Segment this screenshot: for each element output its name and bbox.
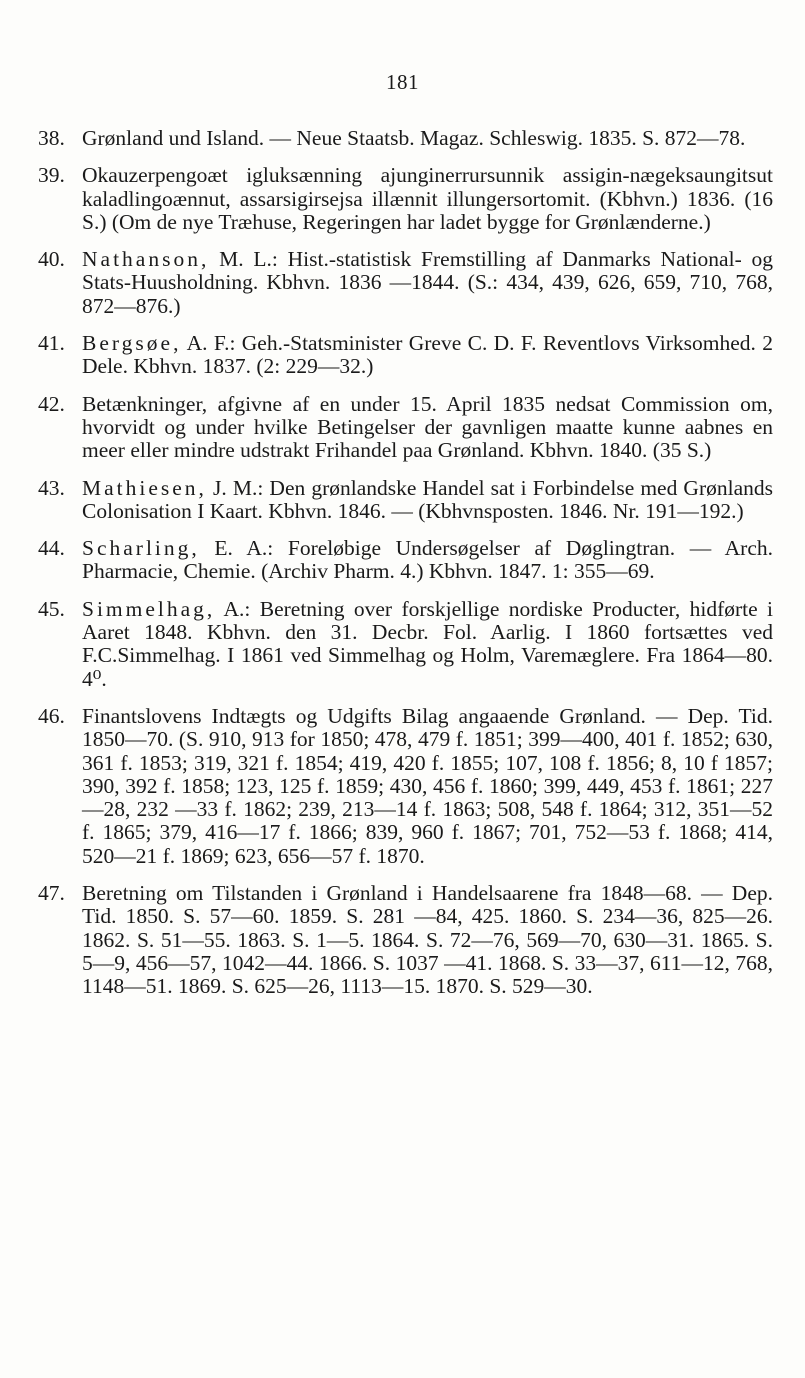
entry-38 bbox=[38, 127, 773, 150]
entry-author: Scharling, bbox=[82, 536, 200, 561]
page-number: 181 bbox=[386, 70, 419, 94]
bibliography-list bbox=[38, 127, 773, 1013]
entry-number: 40. bbox=[38, 247, 65, 272]
entry-41 bbox=[38, 332, 773, 379]
entry-42 bbox=[38, 393, 773, 463]
entry-text: Okauzerpengoæt igluksænning ajunginerrursunnik assigin-nægeksaungitsut kaladlingoænnut, assarsigirsejsa illænnit illungersortomit. (Kbhvn.) 1836. (16 S.) (Om de nye Træhuse, Regeringen har ladet bygge for Grønlænderne.) bbox=[82, 163, 773, 234]
entry-number: 39. bbox=[38, 163, 65, 188]
entry-text: M. L.: Hist.-statistisk Fremstilling af Danmarks National- og Stats-Huusholdning. Kbhvn. 1836 —1844. (S.: 434, 439, 626, 659, 710, 768, 872—876.) bbox=[82, 247, 774, 318]
entry-number: 43. bbox=[38, 475, 65, 500]
entry-text: Betænkninger, afgivne af en under 15. April 1835 nedsat Commission om, hvorvidt og under hvilke Betingelser der gavnligen maatte kunne aabnes en meer eller mindre udstrakt Frihandel paa Grønland. Kbhvn. 1840. (35 S.) bbox=[82, 391, 773, 463]
entry-45 bbox=[38, 598, 773, 691]
entry-number: 38. bbox=[38, 126, 65, 150]
entry-40 bbox=[38, 248, 773, 318]
entry-text: Finantslovens Indtægts og Udgifts Bilag angaaende Grønland. — Dep. Tid. 1850—70. (S. 910, 913 for 1850; 478, 479 f. 1851; 399—400, 401 f. 1852; 630, 361 f. 1853; 319, 321 f. 1854; 419, 420 f. 1855; 107, 108 f. 1856; 8, 10 f 1857; 390, 392 f. 1858; 123, 125 f. 1859; 430, 456 f. 1860; 399, 449, 453 f. 1861; 227—28, 232 —33 f. 1862; 239, 213—14 f. 1863; 508, 548 f. 1864; 312, 351—52 f. 1865; 379, 416—17 f. 1866; 839, 960 f. 1867; 701, 752—53 f. 1868; 414, 520—21 f. 1869; 623, 656—57 f. 1870. bbox=[82, 703, 773, 868]
entry-44 bbox=[38, 537, 773, 584]
entry-text: J. M.: Den grønlandske Handel sat i Forbindelse med Grønlands Colonisation I Kaart. Kbhvn. 1846. — (Kbhvnsposten. 1846. Nr. 191—192.) bbox=[82, 475, 774, 523]
entry-author: Simmelhag, bbox=[82, 596, 216, 621]
entry-number: 47. bbox=[38, 881, 65, 906]
entry-author: Nathanson, bbox=[82, 247, 210, 272]
entry-text: Grønland und Island. — Neue Staatsb. Magaz. Schleswig. 1835. S. 872—78. bbox=[82, 126, 746, 150]
entry-text: Beretning om Tilstanden i Grønland i Handelsaarene fra 1848—68. — Dep. Tid. 1850. S. 57—60. 1859. S. 281 —84, 425. 1860. S. 234—36, 825—26. 1862. S. 51—55. 1863. S. 1—5. 1864. S. 72—76, 569—70, 630—31. 1865. S. 5—9, 456—57, 1042—44. 1866. S. 1037 —41. 1868. S. 33—37, 611—12, 768, 1148—51. 1869. S. 625—26, 1113—15. 1870. S. 529—30. bbox=[82, 881, 773, 999]
entry-43 bbox=[38, 477, 773, 524]
entry-number: 46. bbox=[38, 703, 65, 728]
entry-text: E. A.: Foreløbige Undersøgelser af Døglingtran. — Arch. Pharmacie, Chemie. (Archiv Pharm. 4.) Kbhvn. 1847. 1: 355—69. bbox=[82, 536, 774, 584]
entry-number: 41. bbox=[38, 331, 65, 356]
entry-39 bbox=[38, 164, 773, 234]
entry-number: 45. bbox=[38, 596, 65, 621]
entry-author: Bergsøe, bbox=[82, 331, 182, 356]
entry-47 bbox=[38, 882, 773, 998]
entry-author: Mathiesen, bbox=[82, 475, 207, 500]
entry-number: 44. bbox=[38, 536, 65, 561]
entry-number: 42. bbox=[38, 391, 65, 416]
entry-text: A.: Beretning over forskjellige nordiske Producter, hidførte i Aaret 1848. Kbhvn. den 31. Decbr. Fol. Aarlig. I 1860 fortsættes ved F.C.Simmelhag. I 1861 ved Simmelhag og Holm, Varemæglere. Fra 1864—80. 4⁰. bbox=[82, 596, 773, 691]
entry-text: A. F.: Geh.-Statsminister Greve C. D. F. Reventlovs Virksomhed. 2 Dele. Kbhvn. 1837. (2: 229—32.) bbox=[82, 331, 773, 379]
entry-46 bbox=[38, 705, 773, 868]
